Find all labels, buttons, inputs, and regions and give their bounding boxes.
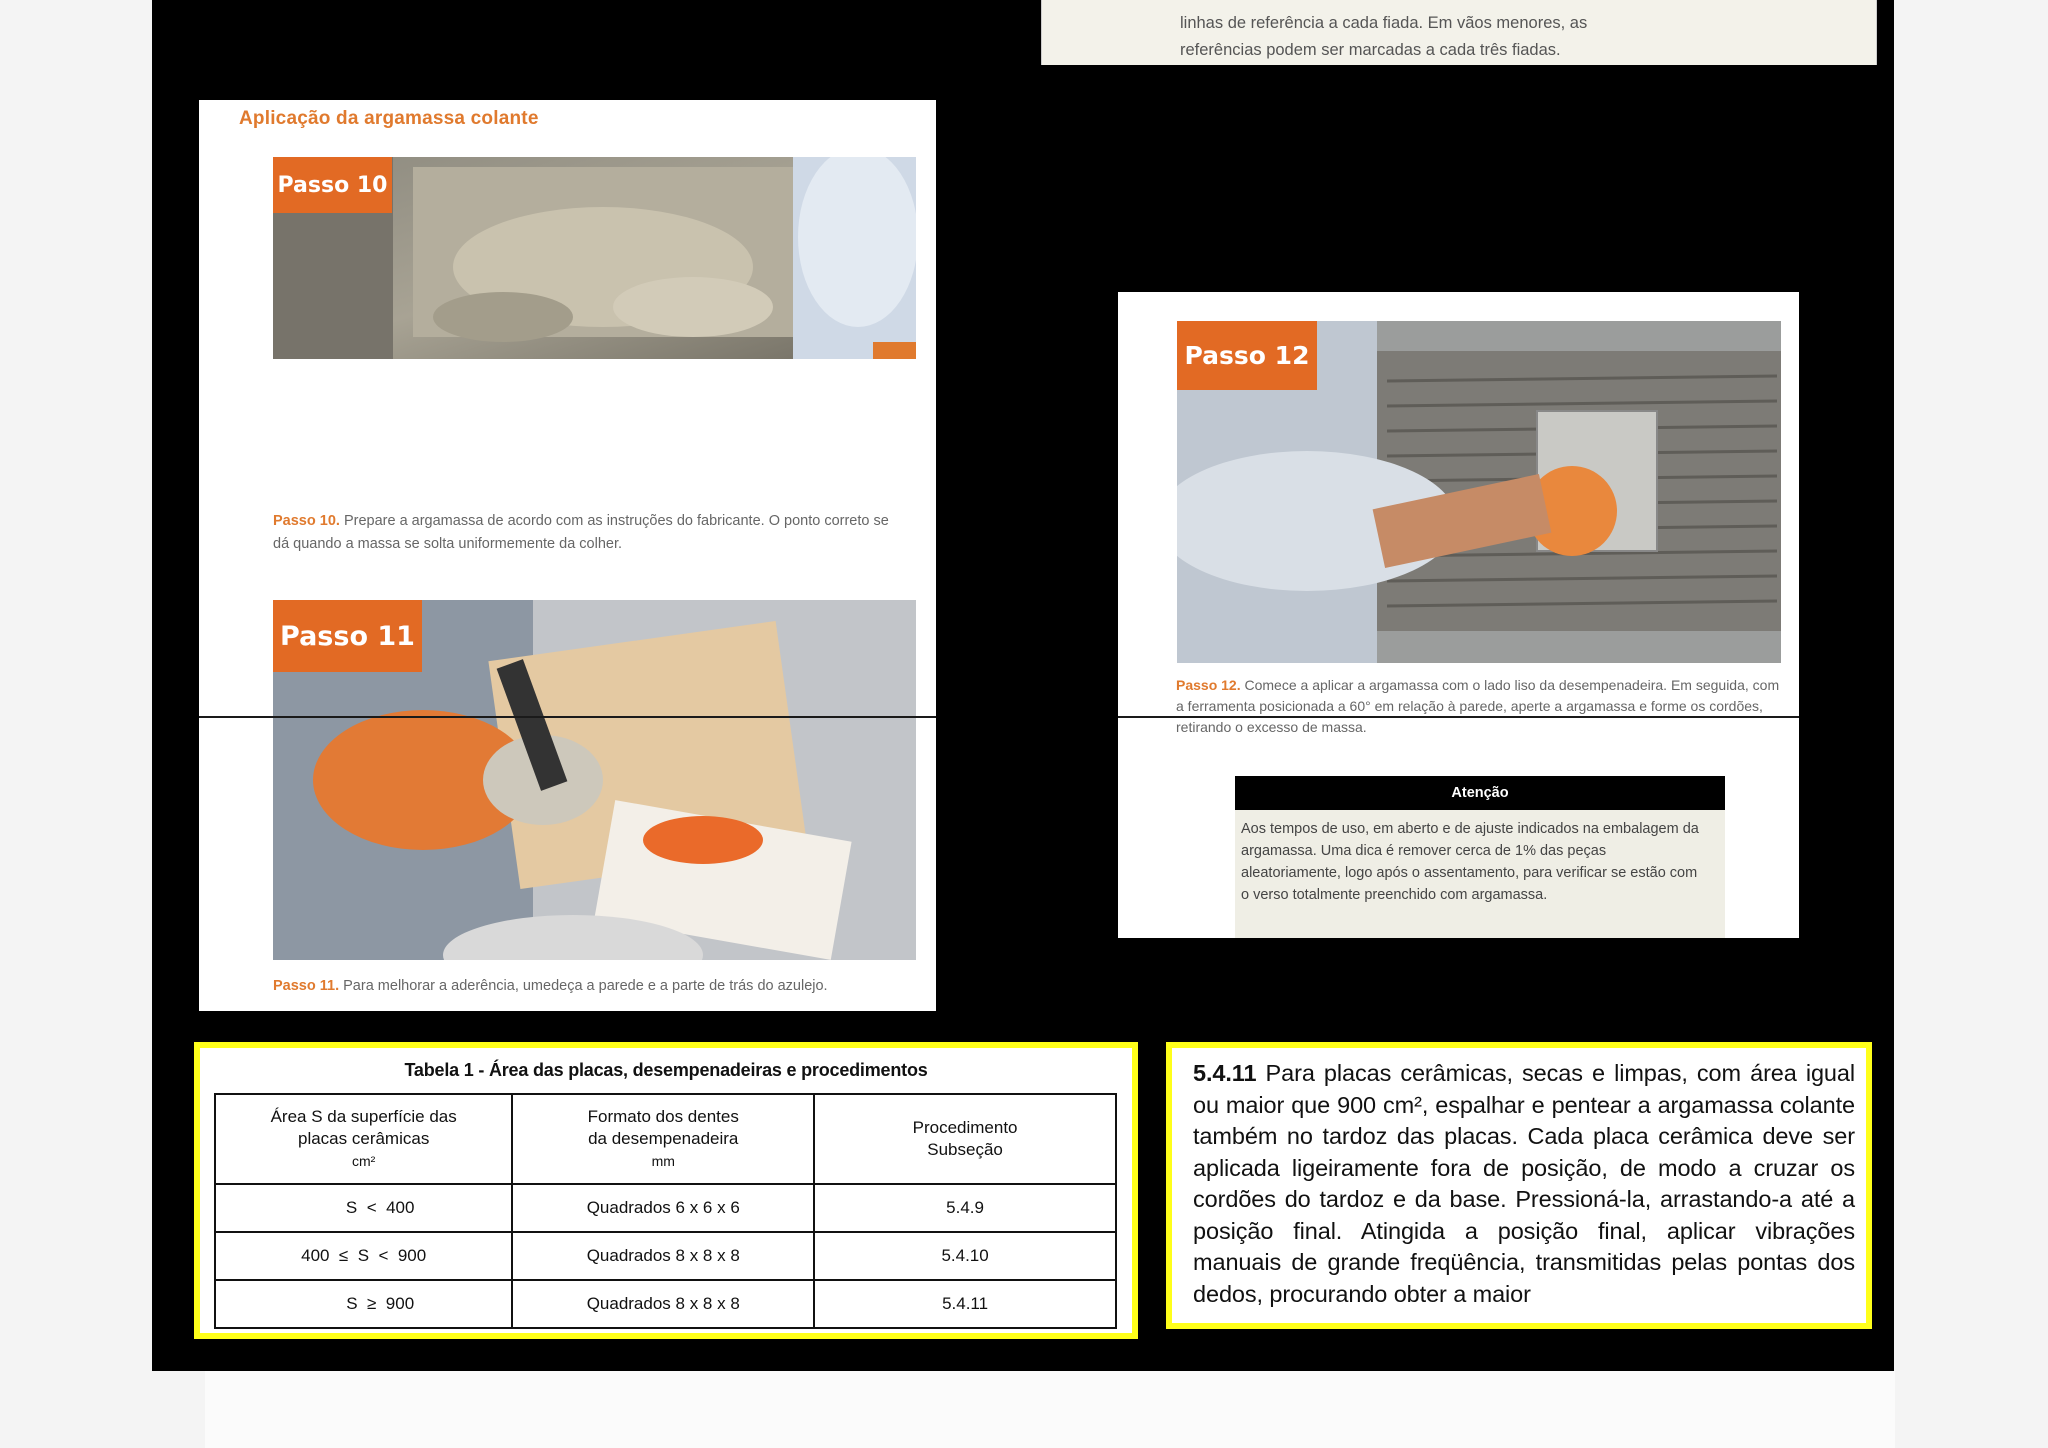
header-area: Área S da superfície das placas cerâmicas cm² (215, 1094, 512, 1184)
area-range: S < 400 (312, 1198, 415, 1217)
attention-box (1235, 776, 1725, 938)
attention-text: Aos tempos de uso, em aberto e de ajuste indicados na embalagem da argamassa. Uma dica é remover cerca de 1% das peças aleatoriamente, logo após o assentamento, para verificar se estão com o verso totalmente preenchido com argamassa. (1241, 821, 1699, 903)
step10-caption (273, 510, 893, 556)
header-format: Formato dos dentes da desempenadeira mm (512, 1094, 814, 1184)
step11-photo (273, 600, 916, 960)
reference-lines-note (1041, 0, 1877, 65)
step12-caption-text: Comece a aplicar a argamassa com o lado liso da desempenadeira. Em seguida, com a ferramenta posicionada a 60° em relação à parede, aperte a argamassa e forme os cordões, retirando o excesso de massa. (1176, 677, 1780, 735)
scan-line-right (1118, 716, 1799, 718)
note-line-1: linhas de referência a cada fiada. Em vãos menores, as (1180, 14, 1588, 32)
step10-caption-text: Prepare a argamassa de acordo com as instruções do fabricante. O ponto correto se dá quando a massa se solta uniformemente da colher. (273, 513, 889, 552)
scan-line-left (199, 716, 936, 718)
step12-caption-label: Passo 12. (1176, 677, 1241, 693)
step11-caption-label: Passo 11. (273, 978, 340, 994)
step10-badge: Passo 10 (273, 157, 392, 213)
page-bottom-strip (205, 1371, 1895, 1448)
step11-badge: Passo 11 (273, 600, 422, 672)
table1 (214, 1093, 1117, 1329)
table-row (215, 1232, 1116, 1280)
step10-photo (273, 157, 916, 359)
attention-title: Atenção (1235, 776, 1725, 810)
table-row (215, 1280, 1116, 1328)
tooth-format: Quadrados 8 x 8 x 8 (512, 1232, 814, 1280)
step12-panel (1118, 292, 1799, 938)
clause-box (1166, 1042, 1872, 1329)
tooth-format: Quadrados 8 x 8 x 8 (512, 1280, 814, 1328)
clause-number: 5.4.11 (1193, 1060, 1257, 1086)
table1-header-row (215, 1094, 1116, 1184)
mortar-application-panel (199, 100, 936, 1011)
subsection-ref: 5.4.10 (814, 1232, 1116, 1280)
tooth-format: Quadrados 6 x 6 x 6 (512, 1184, 814, 1232)
clause-text: Para placas cerâmicas, secas e limpas, com área igual ou maior que 900 cm², espalhar e pentear a argamassa colante também no tardoz das placas. Cada placa cerâmica deve ser aplicada ligeiramente fora de posição, de modo a cruzar os cordões do tardoz e da base. Pressioná-la, arrastando-a até a posição final. Atingida a posição final, aplicar vibrações manuais de grande freqüência, transmitidas pelas pontas dos dedos, procurando obter a maior (1193, 1060, 1855, 1307)
table1-title: Tabela 1 - Área das placas, desempenadeiras e procedimentos (404, 1060, 928, 1080)
area-range: 400 ≤ S < 900 (301, 1246, 427, 1265)
step11-caption (273, 975, 913, 998)
clause-body (1193, 1058, 1855, 1310)
step12-badge: Passo 12 (1177, 321, 1317, 390)
step11-caption-text: Para melhorar a aderência, umedeça a parede e a parte de trás do azulejo. (339, 978, 828, 994)
area-range: S ≥ 900 (313, 1294, 415, 1313)
note-line-2: referências podem ser marcadas a cada três fiadas. (1180, 41, 1561, 59)
step10-caption-label: Passo 10. (273, 513, 340, 529)
table-row (215, 1184, 1116, 1232)
step12-photo (1177, 321, 1781, 663)
subsection-ref: 5.4.11 (814, 1280, 1116, 1328)
table1-box (194, 1042, 1138, 1339)
header-subsection: Procedimento Subseção (814, 1094, 1116, 1184)
subsection-ref: 5.4.9 (814, 1184, 1116, 1232)
step12-caption (1176, 675, 1786, 738)
section-title: Aplicação da argamassa colante (239, 108, 539, 129)
